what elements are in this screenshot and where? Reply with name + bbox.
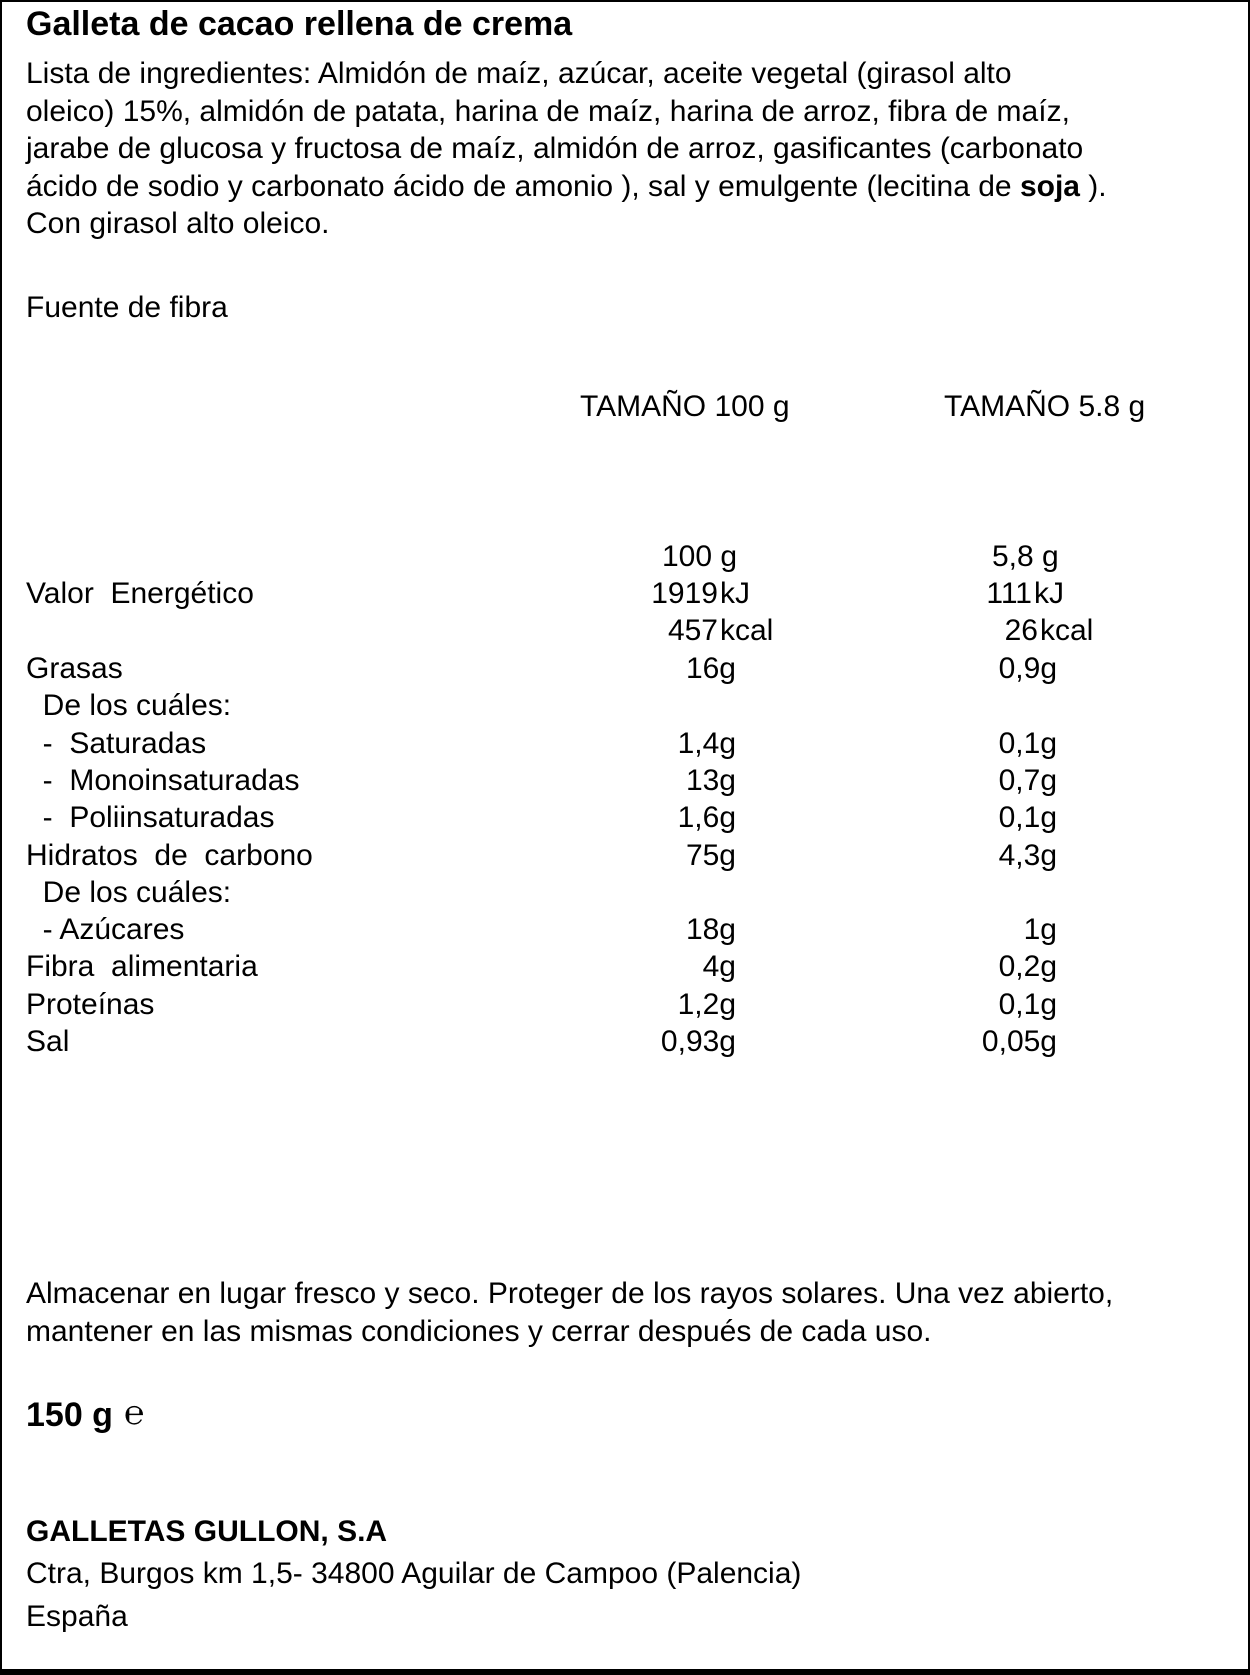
subheader-col1: 100 g: [662, 540, 738, 573]
ingredients-line: jarabe de glucosa y fructosa de maíz, almidón de arroz, gasificantes (carbonato: [26, 132, 1084, 165]
unit-kcal: kcal: [720, 614, 774, 647]
nutrition-claim: Fuente de fibra: [26, 291, 228, 324]
nutrient-label: - Saturadas: [26, 726, 207, 760]
storage-line: mantener en las mismas condiciones y cerrar después de cada uso.: [26, 1315, 932, 1348]
nutrient-label: De los cuáles:: [26, 875, 232, 909]
nutrient-value-col2: 0,05g: [981, 1025, 1057, 1058]
nutrient-value-col1: 18g: [685, 913, 736, 947]
nutrient-value-col1: 1,2g: [677, 987, 736, 1021]
unit-kcal: kcal: [1040, 614, 1094, 647]
ingredients-line: [26, 168, 1226, 206]
nutrient-value-col2: 0,1g: [998, 726, 1057, 760]
header-col2: TAMAÑO 5.8 g: [944, 390, 1146, 423]
nutrient-value-col1: 1,6g: [677, 801, 736, 835]
nutrient-label: - Azúcares: [26, 913, 185, 947]
energy-kcal-col2: 26: [1004, 614, 1038, 647]
subheader-col2: 5,8 g: [992, 540, 1059, 573]
ingredients-text: ácido de sodio y carbonato ácido de amonio ), sal y emulgente (lecitina de: [26, 169, 1020, 203]
nutrient-label: - Monoinsaturadas: [26, 763, 300, 797]
nutrient-label: Grasas: [26, 652, 123, 685]
company-address: Ctra, Burgos km 1,5- 34800 Aguilar de Campoo (Palencia): [26, 1557, 802, 1590]
nutrient-label: Hidratos de carbono: [26, 838, 313, 872]
nutrient-value-col1: 0,93g: [660, 1025, 736, 1058]
nutrient-value-col1: 75g: [685, 838, 736, 872]
energy-kcal-col1: 457: [667, 614, 718, 647]
nutrient-label: Proteínas: [26, 987, 155, 1021]
company-country: España: [26, 1600, 128, 1633]
ingredients-line: Con girasol alto oleico.: [26, 207, 330, 240]
storage-line: Almacenar en lugar fresco y seco. Proteger de los rayos solares. Una vez abierto,: [26, 1277, 1114, 1310]
unit-kj: kJ: [1034, 577, 1064, 610]
nutrient-value-col2: 0,7g: [998, 763, 1057, 797]
nutrient-label: - Poliinsaturadas: [26, 801, 275, 835]
ingredients-line: Lista de ingredientes: Almidón de maíz, azúcar, aceite vegetal (girasol alto: [26, 57, 1012, 90]
nutrient-label: Sal: [26, 1025, 70, 1058]
header-col1: TAMAÑO 100 g: [580, 390, 790, 423]
nutrient-value-col1: 1,4g: [677, 726, 736, 760]
nutrient-value-col2: 0,1g: [998, 987, 1057, 1021]
nutrient-value-col2: 0,2g: [998, 950, 1057, 984]
nutrient-label: De los cuáles:: [26, 689, 232, 723]
net-weight: 150 g: [26, 1396, 113, 1434]
nutrient-value-col1: 4g: [702, 950, 736, 984]
estimate-e-icon: ℮: [124, 1394, 145, 1432]
energy-label: Valor Energético: [26, 577, 254, 610]
nutrient-value-col2: 1g: [1023, 913, 1057, 947]
energy-kj-col2: 111: [986, 577, 1032, 610]
company-name: GALLETAS GULLON, S.A: [26, 1515, 388, 1548]
nutrient-value-col2: 0,9g: [998, 652, 1057, 685]
product-title: Galleta de cacao rellena de crema: [26, 5, 573, 43]
ingredients-text: ).: [1079, 169, 1107, 203]
ingredients-list: [26, 55, 1226, 243]
nutrient-value-col1: 13g: [685, 763, 736, 797]
nutrient-label: Fibra alimentaria: [26, 950, 258, 984]
nutrient-value-col2: 0,1g: [998, 801, 1057, 835]
unit-kj: kJ: [720, 577, 750, 610]
nutrient-value-col2: 4,3g: [998, 838, 1057, 872]
ingredients-line: oleico) 15%, almidón de patata, harina de maíz, harina de arroz, fibra de maíz,: [26, 94, 1070, 128]
allergen-soja: soja: [1019, 169, 1080, 203]
nutrient-value-col1: 16g: [685, 652, 736, 685]
energy-kj-col1: 1919: [651, 577, 718, 610]
